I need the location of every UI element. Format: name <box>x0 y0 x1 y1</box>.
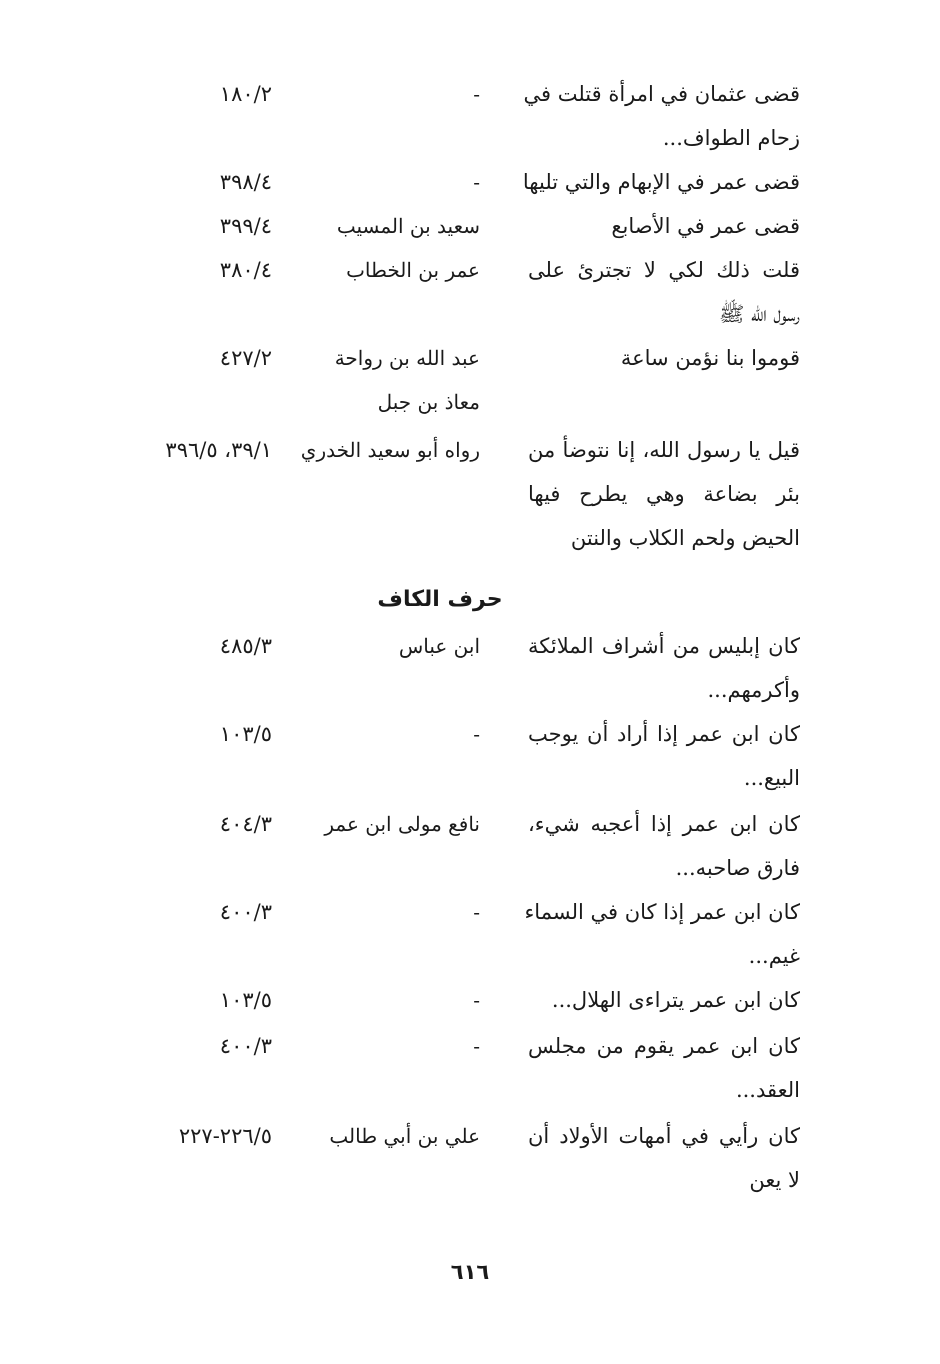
entry-text-line: قلت ذلك لكي لا تجترئ على <box>528 258 800 282</box>
entry-text-line: الحيض ولحم الكلاب والنتن <box>570 526 800 550</box>
entry-narrator: - <box>473 82 480 106</box>
entry-reference: ٢٢٦/٥-٢٢٧ <box>178 1124 272 1148</box>
entry-narrator: عبد الله بن رواحة <box>334 346 480 370</box>
entry-text-line: كان إبليس من أشراف الملائكة <box>528 634 800 658</box>
entry-reference: ٤٨٥/٣ <box>219 634 272 658</box>
entry-reference: ٣٩٨/٤ <box>219 170 272 194</box>
entry-text-line: قوموا بنا نؤمن ساعة <box>620 346 800 370</box>
entry-narrator: - <box>473 1034 480 1058</box>
entry-reference: ٣٩٩/٤ <box>219 214 272 238</box>
page-number: ٦١٦ <box>450 1260 490 1284</box>
entry-narrator: - <box>473 170 480 194</box>
section-title: حرف الكاف <box>377 587 503 612</box>
entry-text-line: لا يعن <box>749 1168 800 1192</box>
entry-reference: ١٠٣/٥ <box>219 722 272 746</box>
entry-reference: ٤٠٠/٣ <box>219 900 272 924</box>
entry-text-line: كان ابن عمر إذا أراد أن يوجب <box>528 722 800 746</box>
entry-text-line: وأكرمهم... <box>707 678 800 702</box>
entry-text-line: البيع... <box>743 766 800 790</box>
entry-text-line: بئر بضاعة وهي يطرح فيها <box>528 482 800 506</box>
entry-text-line: كان رأيي في أمهات الأولاد أن <box>528 1124 800 1148</box>
entry-narrator: سعيد بن المسيب <box>336 214 480 238</box>
entry-reference: ٤٠٤/٣ <box>219 812 272 836</box>
entry-narrator: - <box>473 900 480 924</box>
entry-narrator: ابن عباس <box>398 634 480 658</box>
entry-text-line: كان ابن عمر يتراءى الهلال... <box>551 988 800 1012</box>
entry-reference: ٣٩/١، ٣٩٦/٥ <box>165 438 272 462</box>
entry-text-line: العقد... <box>735 1078 800 1102</box>
entry-text-line: زحام الطواف... <box>662 126 800 150</box>
index-entry <box>0 1114 940 1354</box>
entry-text-line: رسول الله ﷺ <box>719 302 800 326</box>
entry-reference: ١٨٠/٢ <box>219 82 272 106</box>
entry-reference: ٣٨٠/٤ <box>219 258 272 282</box>
entry-text-line: كان ابن عمر إذا أعجبه شيء، <box>528 812 800 836</box>
entry-narrator: علي بن أبي طالب <box>329 1124 480 1148</box>
entry-narrator: نافع مولى ابن عمر <box>324 812 480 836</box>
entry-text-line: قيل يا رسول الله، إنا نتوضأ من <box>528 438 800 462</box>
entry-narrator: عمر بن الخطاب <box>346 258 480 282</box>
entry-narrator: - <box>473 988 480 1012</box>
entry-text-line: فارق صاحبه... <box>675 856 800 880</box>
entry-text-line: قضى عمر في الإبهام والتي تليها <box>522 170 800 194</box>
entry-reference: ٤٠٠/٣ <box>219 1034 272 1058</box>
entry-text-line: كان ابن عمر إذا كان في السماء <box>524 900 800 924</box>
entry-narrator: رواه أبو سعيد الخدري <box>300 438 480 462</box>
entry-reference: ١٠٣/٥ <box>219 988 272 1012</box>
entry-narrator: - <box>473 722 480 746</box>
entry-narrator: معاذ بن جبل <box>377 390 480 414</box>
entry-text-line: قضى عمر في الأصابع <box>611 214 800 238</box>
entry-text-line: قضى عثمان في امرأة قتلت في <box>523 82 800 106</box>
entry-text-line: كان ابن عمر يقوم من مجلس <box>528 1034 800 1058</box>
entry-text-line: غيم... <box>748 944 800 968</box>
entry-reference: ٤٢٧/٢ <box>219 346 272 370</box>
